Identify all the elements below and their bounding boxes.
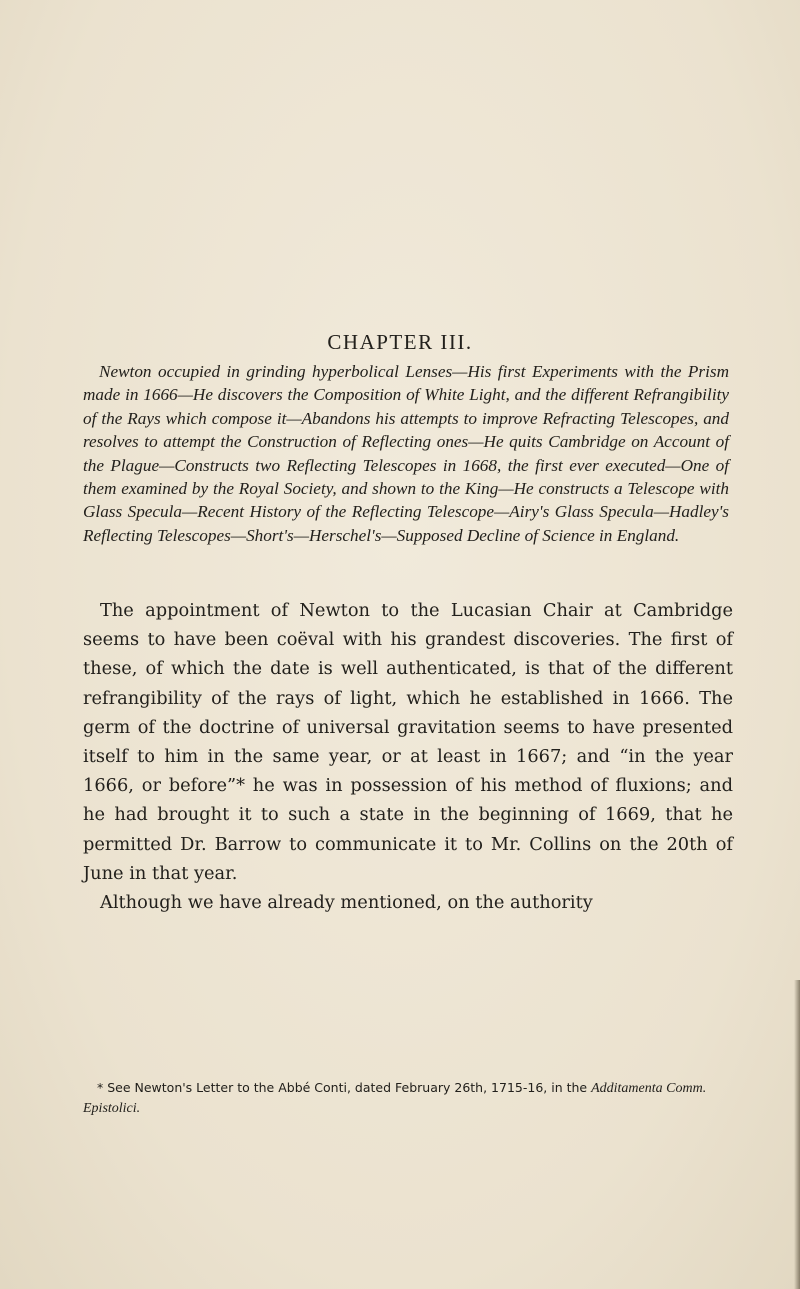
chapter-summary: Newton occupied in grinding hyperbolical Lenses—His first Experiments with the Prism made in 1666—He discovers the Composition of White Light, and the different Refrangibility of the Rays which compose it—Abandons his attempts to improve Refracting Telescopes, and resolves to attempt the Construction of Reflecting ones—He quits Cambridge on Account of the Plague—Constructs two Reflecting Telescopes in 1668, the first ever executed—One of them examined by the Royal Society, and shown to the King—He constructs a Telescope with Glass Specula—Recent History of the Reflecting Telescope—Airy's Glass Specula—Hadley's Reflecting Telescopes—Short's—Herschel's—Supposed Decline of Science in England. bbox=[83, 362, 729, 545]
footnote bbox=[83, 1078, 733, 1118]
page-edge-shadow bbox=[794, 980, 800, 1289]
paragraph: Although we have already mentioned, on the authority bbox=[100, 892, 593, 914]
main-text bbox=[83, 596, 733, 917]
chapter-title: CHAPTER III. bbox=[327, 330, 473, 354]
footnote-source: Additamenta Comm. Epistolici. bbox=[83, 1081, 707, 1116]
footnote-text: * See Newton's Letter to the Abbé Conti, dated February 26th, 1715-16, in the bbox=[97, 1080, 592, 1095]
paragraph: The appointment of Newton to the Lucasian Chair at Cambridge seems to have been coëval with his grandest discoveries. The first of these, of which the date is well authenticated, is that of the different refrangibility of the rays of light, which he established in 1666. The germ of the doctrine of universal gravitation seems to have presented itself to him in the same year, or at least in 1667; and “in the year 1666, or before”* he was in possession of his method of fluxions; and he had brought it to such a state in the beginning of 1669, that he permitted Dr. Barrow to communicate it to Mr. Collins on the 20th of June in that year. bbox=[83, 600, 733, 884]
